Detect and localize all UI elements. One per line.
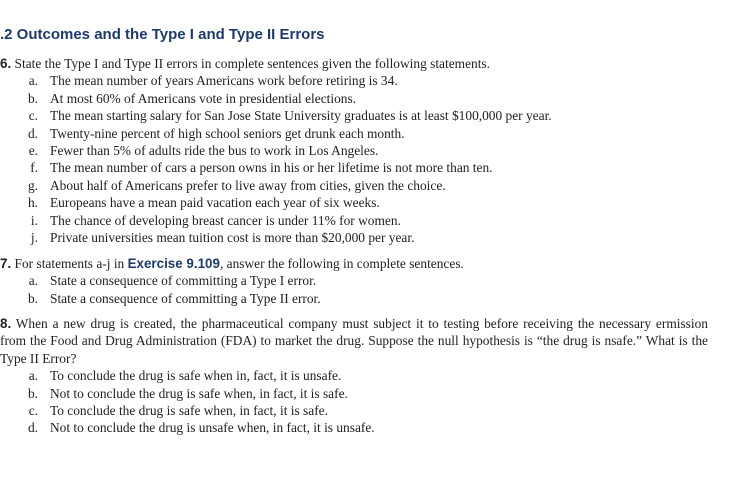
item-text: Not to conclude the drug is safe when, in fact, it is safe. — [50, 385, 348, 401]
exercise-8-list — [0, 367, 708, 437]
item-letter: a. — [28, 368, 38, 384]
item-letter: h. — [27, 195, 38, 211]
item-text: At most 60% of Americans vote in presidential elections. — [50, 90, 357, 106]
item-letter: a. — [28, 73, 38, 89]
exercise-prompt: When a new drug is created, the pharmaceutical company must subject it to testing before receiving the necessary ermission from the Food and Drug Administration (FDA) to market the drug. Suppose the null hypothesis is “the drug is nsafe.” What is the Type II Error? — [0, 316, 708, 366]
exercise-number: 8. — [0, 316, 12, 331]
exercise-6 — [0, 55, 708, 246]
list-item — [0, 367, 708, 384]
list-item — [0, 90, 708, 107]
list-item — [0, 419, 708, 436]
item-text: Private universities mean tuition cost is more than $20,000 per year. — [50, 229, 415, 245]
item-letter: f. — [30, 160, 38, 176]
item-letter: c. — [28, 108, 38, 124]
exercise-prompt-after: , answer the following in complete sentences. — [219, 256, 464, 271]
item-letter: b. — [27, 90, 38, 106]
list-item — [0, 142, 708, 159]
item-text: Europeans have a mean paid vacation each year of six weeks. — [50, 195, 380, 211]
list-item — [0, 272, 708, 289]
item-text: The chance of developing breast cancer is under 11% for women. — [50, 212, 401, 228]
exercise-7-list — [0, 272, 708, 307]
exercise-8 — [0, 315, 708, 437]
list-item — [0, 107, 708, 124]
exercise-number: 7. — [0, 256, 12, 271]
item-letter: b. — [27, 385, 38, 401]
exercise-6-list — [0, 72, 708, 246]
list-item — [0, 229, 708, 246]
item-text: The mean number of cars a person owns in his or her lifetime is not more than ten. — [50, 160, 493, 176]
exercise-7 — [0, 255, 708, 307]
item-text: Fewer than 5% of adults ride the bus to work in Los Angeles. — [50, 142, 379, 158]
list-item — [0, 290, 708, 307]
item-letter: d. — [27, 420, 38, 436]
exercise-6-prompt-line — [0, 55, 708, 72]
item-letter: e. — [28, 142, 38, 158]
list-item — [0, 72, 708, 89]
exercise-7-prompt-line — [0, 255, 708, 272]
item-text: The mean number of years Americans work before retiring is 34. — [50, 73, 398, 89]
item-letter: g. — [27, 177, 38, 193]
item-letter: i. — [30, 212, 38, 228]
item-text: The mean starting salary for San Jose State University graduates is at least $100,000 per year. — [50, 108, 552, 124]
item-text: To conclude the drug is safe when, in fact, it is safe. — [50, 403, 328, 418]
item-text: Not to conclude the drug is unsafe when, in fact, it is unsafe. — [50, 420, 375, 436]
item-text: Twenty-nine percent of high school seniors get drunk each month. — [50, 125, 405, 141]
list-item — [0, 177, 708, 194]
item-letter: d. — [27, 125, 38, 141]
item-letter: a. — [28, 273, 38, 289]
list-item — [0, 212, 708, 229]
list-item — [0, 194, 708, 211]
list-item — [0, 125, 708, 142]
item-text: About half of Americans prefer to live away from cities, given the choice. — [50, 177, 446, 193]
item-letter: j. — [30, 229, 38, 245]
exercise-link[interactable]: Exercise 9.109 — [127, 256, 220, 271]
item-text: State a consequence of committing a Type II error. — [50, 290, 321, 306]
item-text: State a consequence of committing a Type I error. — [50, 273, 317, 289]
item-letter: b. — [27, 290, 38, 306]
list-item — [0, 385, 708, 402]
section-title: .2 Outcomes and the Type I and Type II Errors — [0, 26, 325, 43]
exercise-8-prompt — [0, 315, 708, 367]
exercise-prompt: State the Type I and Type II errors in complete sentences given the following statements. — [14, 56, 490, 71]
exercise-prompt-before: For statements a-j in — [14, 256, 128, 271]
exercise-number: 6. — [0, 56, 12, 71]
list-item — [0, 402, 708, 419]
item-text: To conclude the drug is safe when in, fact, it is unsafe. — [50, 368, 342, 384]
item-letter: c. — [28, 403, 38, 418]
list-item — [0, 159, 708, 176]
